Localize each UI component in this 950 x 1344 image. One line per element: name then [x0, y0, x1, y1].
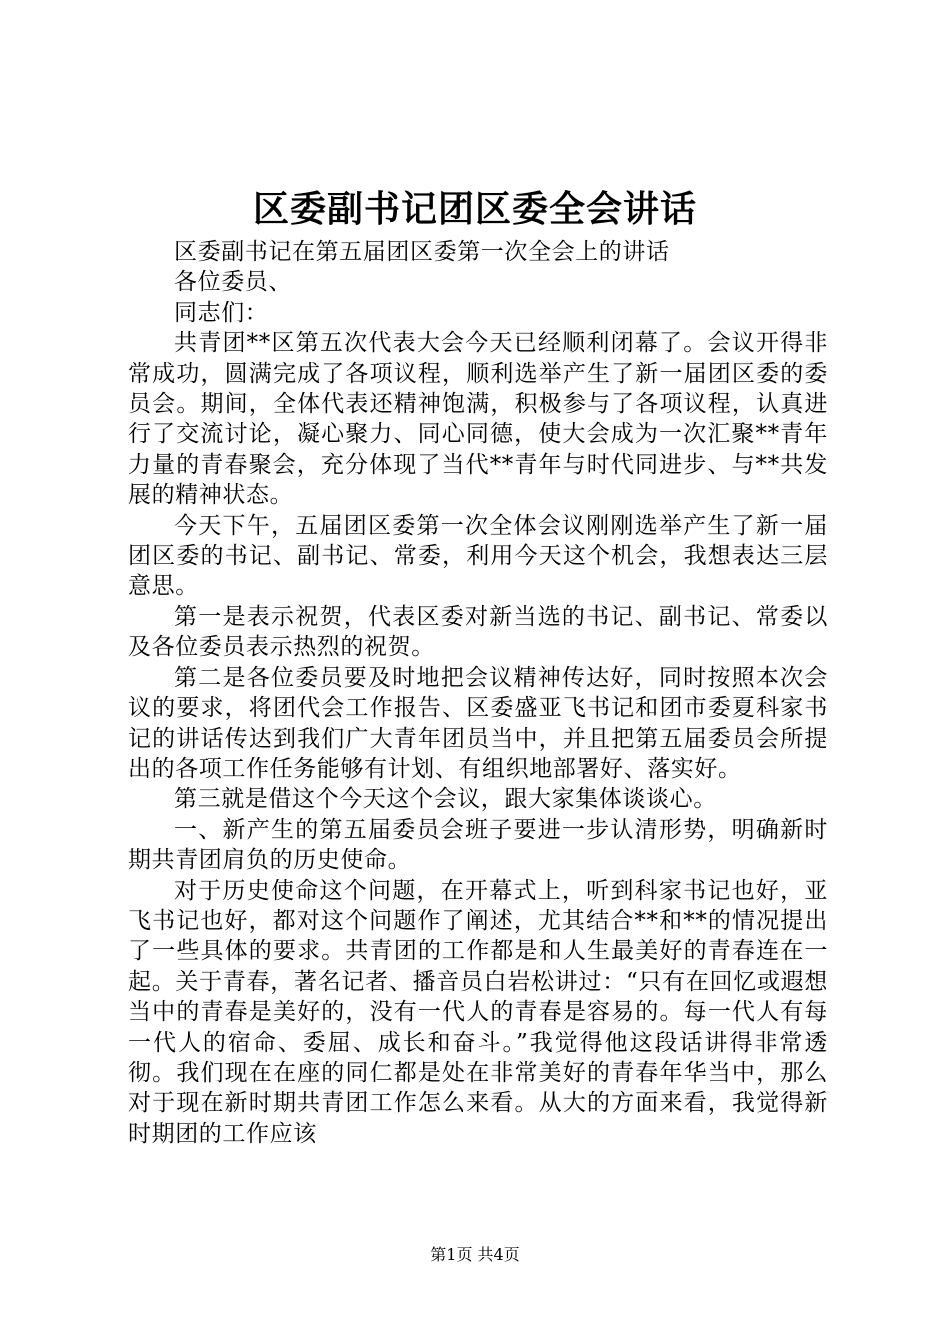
page-footer: 第1页 共4页 — [430, 1245, 520, 1264]
salutation-members: 各位委员、 — [174, 269, 292, 296]
body-paragraph: 第一是表示祝贺，代表区委对新当选的书记、副书记、常委以及各位委员表示热烈的祝贺。 — [128, 603, 828, 661]
body-paragraph: 今天下午，五届团区委第一次全体会议刚刚选举产生了新一届团区委的书记、副书记、常委，利用今天这个机会，我想表达三层意思。 — [128, 512, 828, 600]
body-paragraph: 共青团**区第五次代表大会今天已经顺利闭幕了。会议开得非常成功，圆满完成了各项议程，顺利选举产生了新一届团区委的委员会。期间，全体代表还精神饱满，积极参与了各项议程，认真进行了交流讨论，凝心聚力、同心同德，使大会成为一次汇聚**青年力量的青春聚会，充分体现了当代**青年与时代同进步、与**共发展的精神状态。 — [128, 330, 828, 509]
section-heading: 一、新产生的第五届委员会班子要进一步认清形势，明确新时期共青团肩负的历史使命。 — [128, 816, 828, 874]
document-title: 区委副书记团区委全会讲话 — [252, 188, 697, 230]
body-paragraph: 第二是各位委员要及时地把会议精神传达好，同时按照本次会议的要求，将团代会工作报告、区委盛亚飞书记和团市委夏科家书记的讲话传达到我们广大青年团员当中，并且把第五届委员会所提出的各项工作任务能够有计划、有组织地部署好、落实好。 — [128, 664, 828, 782]
body-paragraph: 对于历史使命这个问题，在开幕式上，听到科家书记也好，亚飞书记也好，都对这个问题作了阐述，尤其结合**和**的情况提出了一些具体的要求。共青团的工作都是和人生最美好的青春连在一起。关于青春，著名记者、播音员白岩松讲过：“只有在回忆或遐想当中的青春是美好的，没有一代人的青春是容易的。每一代人有每一代人的宿命、委屈、成长和奋斗。”我觉得他这段话讲得非常透彻。我们现在在座的同仁都是处在非常美好的青春年华当中，那么对于现在新时期共青团工作怎么来看。从大的方面来看，我觉得新时期团的工作应该 — [128, 877, 828, 1147]
body-paragraph: 第三就是借这个今天这个会议，跟大家集体谈谈心。 — [174, 786, 717, 813]
salutation-comrades: 同志们： — [174, 299, 269, 326]
speech-heading: 区委副书记在第五届团区委第一次全会上的讲话 — [174, 239, 670, 265]
document-body — [128, 237, 828, 1149]
